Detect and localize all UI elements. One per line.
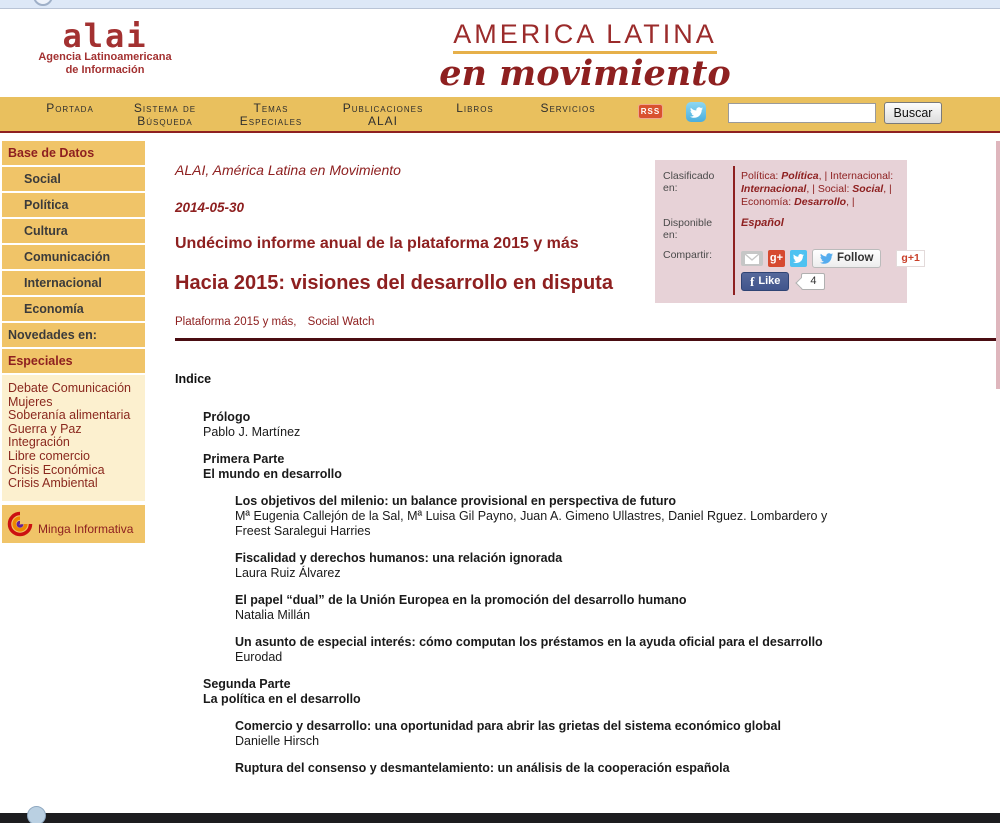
- category-link-politica[interactable]: Política: [781, 170, 819, 182]
- category-internacional: Internacional: Internacional, |: [741, 170, 894, 195]
- toc-entry-title: Los objetivos del milenio: un balance provisional en perspectiva de futuro: [235, 494, 677, 508]
- classified-label: Clasificado en:: [663, 170, 715, 194]
- twitter-follow-button[interactable]: [812, 249, 881, 268]
- category-link-desarrollo[interactable]: Desarrollo: [794, 196, 847, 208]
- sidebar-link-mujeres[interactable]: Mujeres: [8, 394, 53, 409]
- nav-libros[interactable]: [444, 102, 506, 115]
- share-buttons-row2: [741, 272, 925, 291]
- toc-entry-title: Comercio y desarrollo: una oportunidad para abrir las grietas del sistema económico global: [235, 719, 781, 733]
- nav-portada-label: Portada: [46, 101, 94, 115]
- article-tags: [175, 316, 1000, 328]
- toc-entry-title: Prólogo: [203, 410, 251, 424]
- toc-entry-author: Eurodad: [235, 650, 283, 664]
- googleplus-share-icon[interactable]: g+: [768, 250, 785, 267]
- toc-entry: [235, 761, 1000, 776]
- toc-part-line2: El mundo en desarrollo: [203, 467, 342, 481]
- browser-button-fragment: [27, 806, 46, 823]
- toc-entry-author: Danielle Hirsch: [235, 734, 320, 748]
- article-date: 2014-05-30: [175, 200, 245, 215]
- sidebar-link-libre-comercio[interactable]: Libre comercio: [8, 448, 90, 463]
- site-brand[interactable]: [415, 19, 755, 94]
- toc-part-header: [203, 677, 1000, 707]
- category-social: Social: Social, |: [817, 183, 892, 195]
- toc-entry: [235, 719, 1000, 749]
- spiral-icon: [6, 510, 34, 538]
- toc-part-line1: Primera Parte: [203, 452, 285, 466]
- nav-publicaciones-alai[interactable]: [322, 102, 444, 128]
- nav-temas-especiales[interactable]: [220, 102, 322, 128]
- available-label: Disponible en:: [663, 217, 713, 241]
- nav-temas-label1: Temas: [253, 101, 289, 115]
- sidebar-link-debate-comunicacion[interactable]: Debate Comunicación: [8, 381, 131, 395]
- toc-part-header: [203, 452, 1000, 482]
- page-title: Hacia 2015: visiones del desarrollo en disputa: [175, 272, 613, 294]
- twitter-bird-glyph: [820, 252, 833, 265]
- nav-servicios[interactable]: [514, 102, 622, 115]
- share-row-container: [661, 245, 920, 295]
- alai-logo-text: alai: [62, 17, 148, 55]
- search-input[interactable]: [728, 103, 876, 123]
- toc-heading: Indice: [175, 372, 212, 386]
- brand-title: AMERICA LATINA: [453, 19, 717, 54]
- sidebar-item-minga-informativa[interactable]: [2, 505, 145, 543]
- twitter-share-icon[interactable]: [790, 250, 807, 267]
- language-link[interactable]: Español: [741, 217, 784, 229]
- tag-social-watch[interactable]: Social Watch: [307, 316, 375, 328]
- like-label: Like: [758, 275, 781, 287]
- sidebar-special-links: [2, 375, 145, 501]
- sidebar-link-integracion[interactable]: Integración: [8, 435, 70, 450]
- brand-subtitle: en movimiento: [439, 53, 731, 94]
- share-label: Compartir:: [663, 249, 713, 261]
- nav-sistema-label2: Búsqueda: [137, 114, 193, 128]
- classified-categories: [733, 166, 901, 213]
- nav-sistema-label1: Sistema de: [133, 101, 197, 115]
- sidebar-link-crisis-ambiental[interactable]: Crisis Ambiental: [8, 476, 98, 491]
- twitter-bird-glyph: [793, 253, 804, 264]
- browser-chrome-bottom: [0, 813, 1000, 823]
- twitter-icon[interactable]: [686, 102, 706, 122]
- category-economia: Economía: Desarrollo, |: [741, 196, 855, 208]
- like-count-badge: 4: [801, 273, 825, 290]
- available-row: [661, 213, 901, 245]
- email-share-icon[interactable]: [741, 251, 763, 266]
- toc-entry: [203, 410, 1000, 440]
- tag-separator: ,: [293, 316, 297, 328]
- sidebar-link-soberania-alimentaria[interactable]: Soberanía alimentaria: [8, 408, 131, 423]
- toc-entry-title: Fiscalidad y derechos humanos: una relación ignorada: [235, 551, 563, 565]
- sidebar-item-especiales[interactable]: Especiales: [2, 349, 145, 373]
- toc-part-line1: Segunda Parte: [203, 677, 291, 691]
- search-button[interactable]: Buscar: [884, 102, 942, 124]
- facebook-like-button[interactable]: [741, 272, 789, 291]
- toc-entry-author: Laura Ruiz Álvarez: [235, 566, 341, 580]
- nav-portada[interactable]: [30, 102, 110, 115]
- envelope-glyph: [745, 254, 759, 264]
- nav-temas-label2: Especiales: [239, 114, 303, 128]
- site-header: [0, 9, 1000, 97]
- toc-entry-title: Un asunto de especial interés: cómo computan los préstamos en la ayuda oficial para el desarrollo: [235, 635, 823, 649]
- sidebar-link-crisis-economica[interactable]: Crisis Económica: [8, 462, 105, 477]
- sidebar-item-novedades[interactable]: Novedades en:: [2, 323, 145, 347]
- share-buttons-row1: [741, 249, 925, 268]
- sidebar-item-base-de-datos[interactable]: Base de Datos: [2, 141, 145, 165]
- toc-entry-author: Pablo J. Martínez: [203, 425, 301, 439]
- category-politica: Política: Política, |: [741, 170, 828, 182]
- classification-box: [655, 160, 920, 303]
- alai-logo-sub1: Agencia Latinoamericana: [38, 51, 172, 63]
- alai-logo-sub2: de Información: [65, 64, 145, 76]
- alai-logo[interactable]: [25, 17, 185, 77]
- toc-part-line2: La política en el desarrollo: [203, 692, 361, 706]
- tag-plataforma-2015[interactable]: Plataforma 2015 y más: [175, 316, 294, 328]
- sidebar-item-internacional[interactable]: Internacional: [2, 271, 145, 295]
- rss-icon[interactable]: RSS: [638, 104, 663, 119]
- nav-servicios-label: Servicios: [540, 101, 596, 115]
- toc-entry-title: El papel “dual” de la Unión Europea en la promoción del desarrollo humano: [235, 593, 687, 607]
- main-navbar: [0, 97, 1000, 133]
- sidebar-item-politica[interactable]: Política: [2, 193, 145, 217]
- toc-list: [175, 410, 1000, 776]
- toc-entry: [235, 635, 1000, 665]
- sidebar-item-comunicacion[interactable]: Comunicación: [2, 245, 145, 269]
- twitter-bird-glyph: [690, 106, 703, 119]
- toc-entry: [235, 593, 1000, 623]
- sidebar-item-social[interactable]: Social: [2, 167, 145, 191]
- nav-sistema-busqueda[interactable]: [110, 102, 220, 128]
- toc-entry: [235, 494, 1000, 539]
- toc-entry-author: Natalia Millán: [235, 608, 311, 622]
- gplus-one-button[interactable]: g+1: [896, 250, 924, 267]
- nav-publicaciones-label1: Publicaciones: [342, 101, 424, 115]
- nav-libros-label: Libros: [456, 101, 494, 115]
- sidebar-link-guerra-y-paz[interactable]: Guerra y Paz: [8, 421, 82, 436]
- minga-label: Minga Informativa: [38, 521, 134, 536]
- sidebar-item-cultura[interactable]: Cultura: [2, 219, 145, 243]
- toc-entry-author: Mª Eugenia Callejón de la Sal, Mª Luisa Gil Payno, Juan A. Gimeno Ullastres, Daniel Rguez. Lombardero y Freest Saralegui Harries: [235, 509, 828, 538]
- category-link-social[interactable]: Social: [852, 183, 884, 195]
- classified-row: [661, 166, 901, 213]
- sidebar: [2, 141, 145, 543]
- toc-entry-title: Ruptura del consenso y desmantelamiento: un análisis de la cooperación española: [235, 761, 730, 775]
- follow-label: Follow: [837, 252, 874, 264]
- article-supertitle: Undécimo informe anual de la plataforma 2015 y más: [175, 235, 579, 252]
- content-divider: [175, 338, 1000, 341]
- facebook-f-icon: f: [750, 274, 755, 289]
- nav-publicaciones-label2: ALAI: [367, 114, 398, 128]
- category-link-internacional[interactable]: Internacional: [741, 183, 807, 195]
- browser-button-fragment: [33, 0, 53, 6]
- browser-chrome-top: [0, 0, 1000, 9]
- article-source: ALAI, América Latina en Movimiento: [175, 162, 401, 178]
- cut-off-element: [996, 141, 1000, 389]
- sidebar-item-economia[interactable]: Economía: [2, 297, 145, 321]
- toc-entry: [235, 551, 1000, 581]
